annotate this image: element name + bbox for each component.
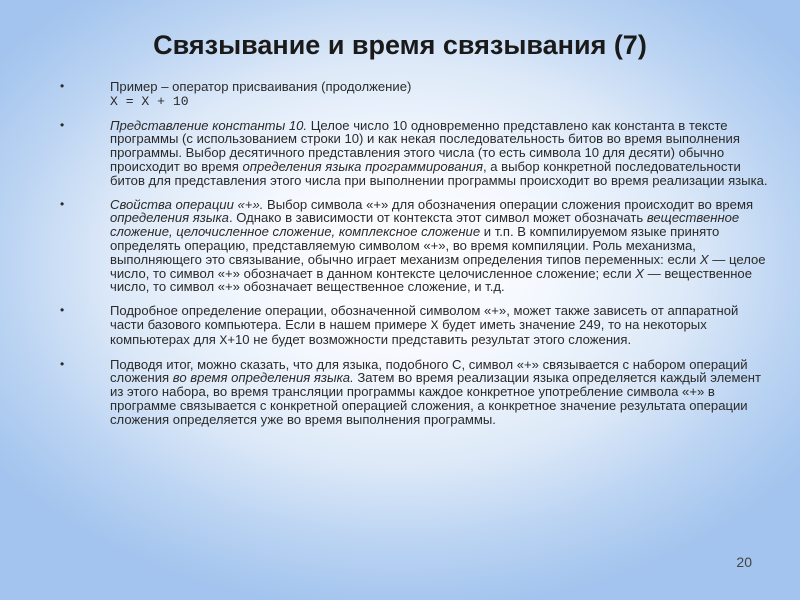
italic-text-segment: во время определения языка.: [172, 370, 354, 386]
bullet-marker: •: [60, 79, 65, 93]
text-segment: — вещественное число, то символ «+» обозначает вещественное сложение, и т.д.: [110, 265, 752, 295]
text-segment: будет иметь значение 249, то на некоторых компьютерах для: [110, 316, 707, 347]
text-segment: +10 не будет возможности представить результат этого сложения.: [227, 331, 632, 347]
bullet-text: [110, 198, 775, 295]
italic-text-segment: Свойства операции «+».: [110, 196, 264, 212]
mono-text-segment: X: [430, 317, 439, 333]
bullet-text: [110, 80, 775, 109]
text-segment: Выбор символа «+» для обозначения операции сложения происходит во время: [263, 196, 754, 212]
italic-text-segment: вещественное сложение, целочисленное сложение, комплексное сложение: [110, 210, 740, 240]
bullet-marker: •: [60, 117, 65, 132]
bullet-item: [60, 80, 775, 109]
text-segment: Целое число 10 одновременно представлено как константа в тексте программы (с использованием строки 10) и как некая последовательность битов во время выполнения программы. Выбор десятичного представления этого числа (то есть символа 10 для десяти) обычно происходит во время: [110, 117, 740, 174]
text-segment: и т.п. В компилируемом языке принято определять операцию, представляемую символом «+», во время компиляции. Роль механизма, выполняющего это связывание, обычно играет механизм определения типов переменных: если: [110, 224, 720, 267]
mono-text-segment: X = X + 10: [110, 93, 189, 109]
bullet-marker: •: [60, 303, 65, 318]
text-segment: . Однако в зависимости от контекста этот символ может обозначать: [228, 210, 647, 226]
text-segment: Затем во время реализации языка определяется каждый элемент из этого набора, во время трансляции программы каждое конкретное употребление символа «+» в программе связывается с конкретной операцией сложения, а конкретное значение результата операции сложения определяется уже во время выполнения программы.: [110, 370, 762, 427]
italic-text-segment: X: [699, 251, 709, 267]
slide-title: Связывание и время связывания (7): [153, 30, 647, 60]
bullet-text: [110, 358, 775, 427]
page-number: 20: [736, 554, 752, 570]
bullet-item: [60, 304, 775, 347]
bullet-text: [110, 119, 775, 188]
bullet-marker: •: [60, 356, 65, 371]
text-segment: , а выбор конкретной последовательности битов для представления этого числа при выполнении программы происходит во время реализации языка.: [110, 158, 768, 188]
text-segment: Подробное определение операции, обозначенной символом «+», может также зависеть от аппаратной части базового компьютера. Если в нашем примере: [110, 303, 739, 332]
italic-text-segment: X: [635, 265, 644, 281]
italic-text-segment: Представление константы 10.: [110, 117, 308, 133]
text-segment: Подводя итог, можно сказать, что для языка, подобного С, символ «+» связывается с набором операций сложения: [110, 356, 748, 386]
mono-text-segment: X: [219, 332, 228, 348]
bullet-text: [110, 304, 775, 347]
bullet-marker: •: [60, 196, 65, 211]
bullet-item: [60, 119, 775, 188]
text-segment: Пример – оператор присваивания (продолжение): [110, 79, 412, 94]
italic-text-segment: определения языка: [110, 210, 229, 226]
italic-text-segment: определения языка программирования: [242, 158, 483, 174]
text-segment: — целое число, то символ «+» обозначает в данном контексте целочисленное сложение; если: [110, 251, 766, 281]
bullet-item: [60, 198, 775, 295]
slide-content: [60, 80, 775, 437]
bullet-item: [60, 358, 775, 427]
